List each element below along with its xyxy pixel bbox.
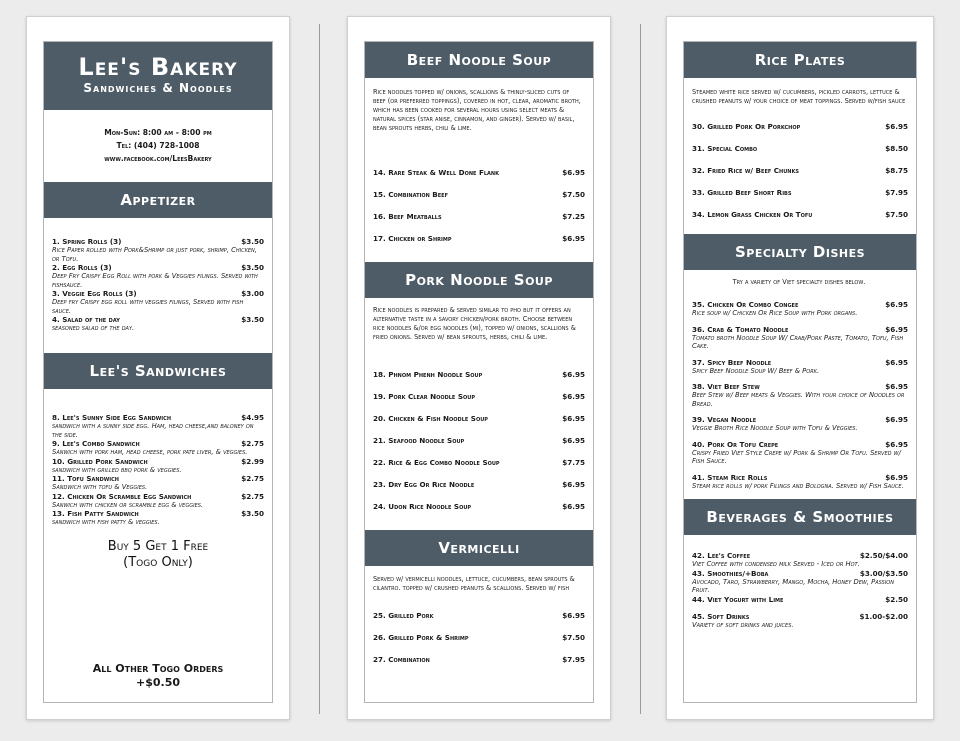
section-description: Try a variety of Viet specialty dishes below. bbox=[732, 278, 866, 286]
item-price: $6.95 bbox=[885, 357, 908, 367]
item-name: 4. Salad of the day bbox=[52, 315, 120, 324]
item-name: 26. Grilled Pork & Shrimp bbox=[373, 633, 469, 642]
item-name: 25. Grilled Pork bbox=[373, 611, 434, 620]
opening-hours: Mon-Sun: 8:00 am - 8:00 pm bbox=[104, 128, 212, 137]
item-name: 8. Lee's Sunny Side Egg Sandwich bbox=[52, 413, 172, 422]
item-price: $3.50 bbox=[241, 237, 264, 246]
sandwich-list bbox=[44, 389, 272, 527]
menu-item bbox=[373, 480, 585, 502]
panel-divider-left bbox=[319, 24, 320, 714]
item-price: $2.75 bbox=[241, 439, 264, 448]
section-heading-pork-noodle-soup: Pork Noodle Soup bbox=[365, 262, 593, 298]
section-heading-beverages: Beverages & Smoothies bbox=[684, 499, 916, 535]
item-price: $8.50 bbox=[885, 144, 908, 153]
menu-item bbox=[52, 457, 264, 475]
menu-item bbox=[692, 415, 908, 433]
item-price: $2.99 bbox=[241, 456, 264, 466]
item-price: $6.95 bbox=[885, 324, 908, 334]
item-price: $3.50 bbox=[241, 315, 264, 324]
item-price: $6.95 bbox=[562, 436, 585, 445]
item-price: $3.00/$3.50 bbox=[859, 568, 908, 578]
item-name: 27. Combination bbox=[373, 655, 430, 664]
menu-item bbox=[692, 440, 908, 466]
specialty-list bbox=[684, 296, 916, 490]
item-description: sandwich with a sunny side egg. Ham, head cheese,and baloney on the side. bbox=[52, 422, 254, 439]
restaurant-subtitle: Sandwiches & Noodles bbox=[83, 81, 233, 95]
menu-item bbox=[52, 439, 264, 457]
section-heading-rice-plates: Rice Plates bbox=[684, 42, 916, 78]
item-description: Spicy Beef Noodle Soup W/ Beef & Pork. bbox=[692, 366, 820, 375]
section-heading-vermicelli: Vermicelli bbox=[365, 530, 593, 566]
phone-number: Tel: (404) 728-1008 bbox=[116, 141, 200, 150]
menu-item bbox=[373, 212, 585, 234]
item-price: $7.95 bbox=[885, 188, 908, 197]
section-description: Rice noodles is prepared & served similar to pho but it offers an alternative taste in a savory chicken/pork broth. Choose between rice noodles &/or egg noodles (mi), topped w/ onions, scallions & fried onions. Served w/ bean sprouts, herbs, chili & lime. bbox=[373, 306, 576, 341]
item-price: $7.75 bbox=[562, 458, 585, 467]
item-name: 37. Spicy Beef Noodle bbox=[692, 357, 772, 367]
togo-surcharge bbox=[44, 662, 272, 690]
item-description: Beef Stew w/ Beef meats & Veggies. With your choice of Noodles or Bread. bbox=[692, 391, 905, 408]
menu-item bbox=[52, 263, 264, 289]
restaurant-logo-band bbox=[44, 42, 272, 110]
menu-item bbox=[373, 502, 585, 524]
item-description: Variety of soft drinks and juices. bbox=[692, 620, 794, 629]
item-price: $6.95 bbox=[562, 370, 585, 379]
menu-item bbox=[373, 234, 585, 256]
item-name: 3. Veggie Egg Rolls (3) bbox=[52, 289, 137, 298]
item-description: Steam rice rolls w/ pork Filings and Bologna. Served w/ Fish Sauce. bbox=[692, 481, 904, 490]
item-price: $3.50 bbox=[241, 509, 264, 518]
menu-panel-left bbox=[26, 16, 290, 720]
item-name: 42. Lee's Coffee bbox=[692, 551, 751, 560]
item-name: 9. Lee's Combo Sandwich bbox=[52, 439, 140, 448]
menu-item bbox=[373, 436, 585, 458]
item-name: 22. Rice & Egg Combo Noodle Soup bbox=[373, 458, 500, 467]
item-price: $7.95 bbox=[562, 655, 585, 664]
menu-panel-middle bbox=[347, 16, 611, 720]
item-price: $2.50/$4.00 bbox=[859, 551, 908, 560]
menu-item bbox=[692, 188, 908, 210]
item-price: $6.95 bbox=[562, 480, 585, 489]
item-name: 12. Chicken Or Scramble Egg Sandwich bbox=[52, 491, 192, 501]
item-name: 32. Fried Rice w/ Beef Chunks bbox=[692, 166, 799, 175]
item-name: 24. Udon Rice Noodle Soup bbox=[373, 502, 472, 511]
item-name: 1. Spring Rolls (3) bbox=[52, 237, 122, 246]
menu-item bbox=[373, 392, 585, 414]
vermicelli-list bbox=[365, 611, 593, 677]
menu-item bbox=[692, 300, 908, 318]
menu-item bbox=[692, 473, 908, 491]
menu-item bbox=[692, 382, 908, 408]
item-price: $6.95 bbox=[562, 168, 585, 177]
item-price: $6.95 bbox=[885, 300, 908, 309]
item-price: $7.50 bbox=[885, 210, 908, 219]
section-description: Rice noodles topped w/ onions, scallions & thinly-sliced cuts of beef (or preferred toppings), covered in hot, clear, aromatic broth, which has been cooked for several hours using select meats & natural spices (star anise, cinnamon, and ginger). Served w/ basil, bean sprouts herbs, chili & lime. bbox=[373, 88, 581, 132]
item-price: $1.00-$2.00 bbox=[859, 611, 908, 621]
item-name: 14. Rare Steak & Well Done Flank bbox=[373, 168, 499, 177]
item-price: $4.95 bbox=[241, 413, 264, 422]
promo-offer bbox=[44, 539, 272, 571]
item-price: $6.95 bbox=[562, 502, 585, 511]
item-name: 34. Lemon Grass Chicken Or Tofu bbox=[692, 210, 813, 219]
item-name: 21. Seafood Noodle Soup bbox=[373, 436, 465, 445]
item-name: 19. Pork Clear Noodle Soup bbox=[373, 392, 476, 401]
pork-noodle-list bbox=[365, 370, 593, 524]
item-description: Tomato broth Noodle Soup W/ Crab/Pork Paste, Tomato, Tofu, Fish Cake. bbox=[692, 333, 904, 350]
menu-item bbox=[692, 325, 908, 351]
menu-item bbox=[52, 509, 264, 527]
item-name: 35. Chicken Or Combo Congee bbox=[692, 300, 799, 309]
menu-item bbox=[373, 633, 585, 655]
item-name: 41. Steam Rice Rolls bbox=[692, 472, 768, 482]
restaurant-name: Lee's Bakery bbox=[78, 53, 238, 81]
item-price: $7.25 bbox=[562, 212, 585, 221]
item-description: Sanwich with chicken or scramble egg & veggies. bbox=[52, 500, 204, 509]
section-heading-sandwiches: Lee's Sandwiches bbox=[44, 353, 272, 389]
item-name: 23. Dry Egg Or Rice Noodle bbox=[373, 480, 475, 489]
item-price: $2.75 bbox=[241, 474, 264, 483]
promo-line-1: Buy 5 Get 1 Free bbox=[107, 538, 209, 554]
item-price: $6.95 bbox=[562, 414, 585, 423]
item-name: 38. Viet Beef Stew bbox=[692, 382, 760, 391]
item-price: $6.95 bbox=[885, 415, 908, 424]
menu-panel-right bbox=[666, 16, 934, 720]
item-name: 30. Grilled Pork Or Porkchop bbox=[692, 122, 801, 131]
section-description: Served w/ vermicelli noodles, lettuce, cucumbers, bean sprouts & cilantro. topped w/ crushed peanuts & scallions. Served w/ fish bbox=[373, 575, 575, 592]
item-price: $2.75 bbox=[241, 491, 264, 501]
section-heading-specialty-dishes: Specialty Dishes bbox=[684, 234, 916, 270]
beverage-list bbox=[684, 535, 916, 629]
menu-item bbox=[692, 166, 908, 188]
togo-line-2: +$0.50 bbox=[135, 676, 180, 689]
item-name: 39. Vegan Noodle bbox=[692, 415, 757, 424]
menu-item bbox=[373, 168, 585, 190]
rice-plate-list bbox=[684, 122, 916, 232]
item-price: $3.50 bbox=[241, 263, 264, 272]
item-description: seasoned salad of the day. bbox=[52, 324, 135, 332]
item-description: sandwich with grilled bbq pork & veggies. bbox=[52, 465, 182, 474]
item-price: $6.95 bbox=[885, 122, 908, 131]
item-name: 13. Fish Patty Sandwich bbox=[52, 509, 139, 518]
item-price: $6.95 bbox=[562, 392, 585, 401]
item-name: 10. Grilled Pork Sandwich bbox=[52, 456, 148, 466]
item-description: Deep Fry Crispy Egg Roll with pork & Veggies filings. Served with fishsauce. bbox=[52, 272, 258, 289]
item-price: $6.95 bbox=[885, 382, 908, 391]
panel-divider-right bbox=[640, 24, 641, 714]
item-name: 31. Special Combo bbox=[692, 144, 758, 153]
item-name: 33. Grilled Beef Short Ribs bbox=[692, 188, 792, 197]
item-description: Rice soup w/ Chicken Or Rice Soup with Pork organs. bbox=[692, 309, 858, 317]
beef-noodle-list bbox=[365, 162, 593, 256]
item-name: 44. Viet Yogurt with Lime bbox=[692, 594, 784, 604]
item-name: 20. Chicken & Fish Noodle Soup bbox=[373, 414, 488, 423]
menu-item bbox=[692, 144, 908, 166]
menu-item bbox=[52, 413, 264, 439]
item-description: Sandwich with tofu & Veggies. bbox=[52, 483, 148, 491]
item-price: $7.50 bbox=[562, 190, 585, 199]
menu-item bbox=[692, 210, 908, 232]
menu-item bbox=[692, 358, 908, 376]
item-description: Veggie Broth Rice Noodle Soup with Tofu & Veggies. bbox=[692, 424, 858, 432]
item-name: 11. Tofu Sandwich bbox=[52, 474, 119, 483]
item-name: 16. Beef Meatballs bbox=[373, 212, 442, 221]
menu-item bbox=[692, 551, 908, 569]
menu-item bbox=[692, 612, 908, 630]
menu-item bbox=[373, 190, 585, 212]
menu-item bbox=[373, 414, 585, 436]
menu-item bbox=[52, 237, 264, 263]
item-description: Crispy Fried Viet Style Crepe w/ Pork & Shrimp Or Tofu. Served w/ Fish Sauce. bbox=[692, 448, 901, 465]
menu-item bbox=[692, 595, 908, 604]
item-price: $6.95 bbox=[885, 439, 908, 449]
item-name: 17. Chicken or Shrimp bbox=[373, 234, 452, 243]
item-price: $8.75 bbox=[885, 166, 908, 175]
item-price: $6.95 bbox=[562, 611, 585, 620]
item-description: Avocado, Taro, Strawberry, Mango, Mocha, Honey Dew, Passion Fruit. bbox=[692, 577, 894, 594]
website-link[interactable]: www.facebook.com/LeesBakery bbox=[104, 154, 212, 163]
togo-line-1: All Other Togo Orders bbox=[92, 662, 224, 675]
item-name: 40. Pork Or Tofu Crepe bbox=[692, 439, 779, 449]
section-heading-beef-noodle-soup: Beef Noodle Soup bbox=[365, 42, 593, 78]
item-description: sandwich with fish patty & veggies. bbox=[52, 518, 160, 526]
section-heading-appetizer: Appetizer bbox=[44, 182, 272, 218]
menu-item bbox=[373, 655, 585, 677]
item-price: $6.95 bbox=[562, 234, 585, 243]
item-name: 45. Soft Drinks bbox=[692, 611, 750, 621]
menu-item bbox=[692, 569, 908, 595]
menu-item bbox=[52, 289, 264, 315]
item-name: 18. Phnom Phenh Noodle Soup bbox=[373, 370, 483, 379]
item-name: 43. Smoothies/+Boba bbox=[692, 568, 769, 578]
item-name: 2. Egg Rolls (3) bbox=[52, 263, 112, 272]
item-name: 15. Combination Beef bbox=[373, 190, 449, 199]
item-description: Sanwich with pork ham, head cheese, pork pate liver, & veggies. bbox=[52, 448, 248, 456]
menu-item bbox=[52, 474, 264, 492]
menu-item bbox=[692, 122, 908, 144]
item-price: $6.95 bbox=[885, 472, 908, 482]
menu-item bbox=[52, 315, 264, 333]
menu-item bbox=[373, 611, 585, 633]
item-description: Rice Paper rolled with Pork&Shrimp or just pork, shrimp, Chicken, or Tofu. bbox=[52, 246, 257, 263]
promo-line-2: (Togo Only) bbox=[123, 554, 193, 570]
appetizer-list bbox=[44, 218, 272, 339]
contact-info bbox=[44, 110, 272, 182]
menu-item bbox=[52, 492, 264, 510]
item-name: 36. Crab & Tomato Noodle bbox=[692, 324, 789, 334]
item-price: $2.50 bbox=[885, 594, 908, 604]
section-description: Steamed white rice served w/ cucumbers, pickled carrots, lettuce & crushed peanuts w/ your choice of meat toppings. Served w/fish sauce bbox=[692, 88, 906, 105]
menu-item bbox=[373, 458, 585, 480]
item-price: $7.50 bbox=[562, 633, 585, 642]
item-description: Viet Coffee with condensed milk Served - Iced or Hot. bbox=[692, 560, 860, 568]
menu-item bbox=[373, 370, 585, 392]
item-price: $3.00 bbox=[241, 289, 264, 298]
item-description: Deep fry Crispy egg roll with veggies filings, Served with fish sauce. bbox=[52, 298, 244, 315]
